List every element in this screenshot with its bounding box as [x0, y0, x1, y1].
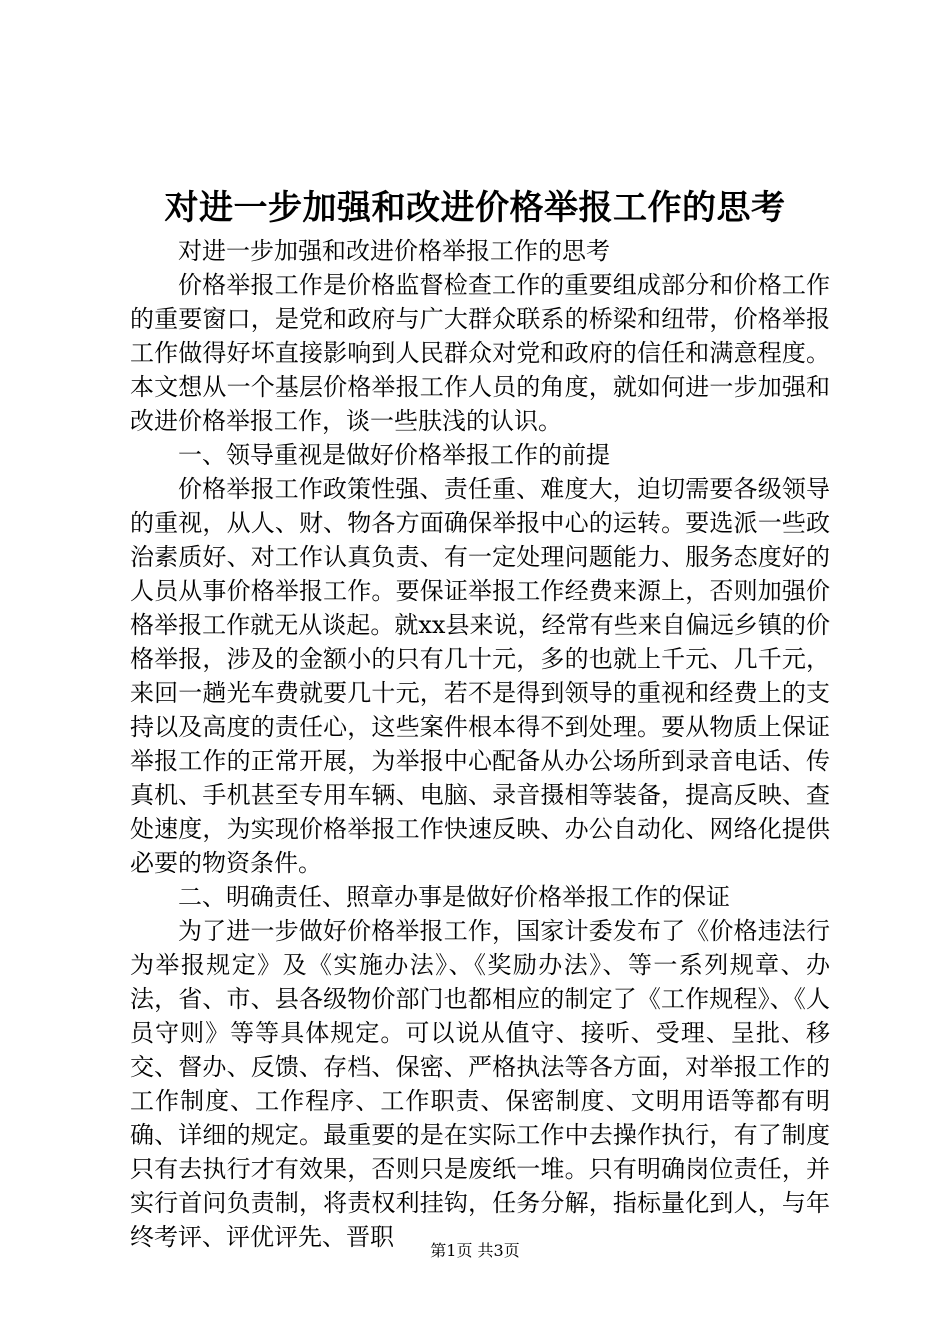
- page-number-footer: 第1页 共3页: [430, 1241, 520, 1260]
- document-title: 对进一步加强和改进价格举报工作的思考: [164, 188, 786, 228]
- section-heading-1: 一、领导重视是做好价格举报工作的前提: [178, 441, 610, 469]
- paragraph-section-2: 为了进一步做好价格举报工作，国家计委发布了《价格违法行为举报规定》及《实施办法》、《奖励办法》、等一系列规章、办法，省、市、县各级物价部门也都相应的制定了《工作规程》、《人员守则》等等具体规定。可以说从值守、接听、受理、呈批、移交、督办、反馈、存档、保密、严格执法等各方面，对举报工作的工作制度、工作程序、工作职责、保密制度、文明用语等都有明确、详细的规定。最重要的是在实际工作中去操作执行，有了制度只有去执行才有效果，否则只是废纸一堆。只有明确岗位责任，并实行首问负责制，将责权利挂钩，任务分解，指标量化到人，与年终考评、评优评先、晋职: [130, 917, 830, 1251]
- paragraph-subtitle: 对进一步加强和改进价格举报工作的思考: [178, 237, 610, 265]
- document-body: [130, 234, 830, 1254]
- paragraph-section-1: 价格举报工作政策性强、责任重、难度大，迫切需要各级领导的重视，从人、财、物各方面确保举报中心的运转。要选派一些政治素质好、对工作认真负责、有一定处理问题能力、服务态度好的人员从事价格举报工作。要保证举报工作经费来源上，否则加强价格举报工作就无从谈起。就xx县来说，经常有些来自偏远乡镇的价格举报，涉及的金额小的只有几十元，多的也就上千元、几千元，来回一趟光车费就要几十元，若不是得到领导的重视和经费上的支持以及高度的责任心，这些案件根本得不到处理。要从物质上保证举报工作的正常开展，为举报中心配备从办公场所到录音电话、传真机、手机甚至专用车辆、电脑、录音摄相等装备，提高反映、查处速度，为实现价格举报工作快速反映、办公自动化、网络化提供必要的物资条件。: [130, 475, 830, 877]
- section-heading-2: 二、明确责任、照章办事是做好价格举报工作的保证: [178, 883, 730, 911]
- paragraph-intro: 价格举报工作是价格监督检查工作的重要组成部分和价格工作的重要窗口，是党和政府与广大群众联系的桥梁和纽带，价格举报工作做得好坏直接影响到人民群众对党和政府的信任和满意程度。本文想从一个基层价格举报工作人员的角度，就如何进一步加强和改进价格举报工作，谈一些肤浅的认识。: [130, 271, 830, 435]
